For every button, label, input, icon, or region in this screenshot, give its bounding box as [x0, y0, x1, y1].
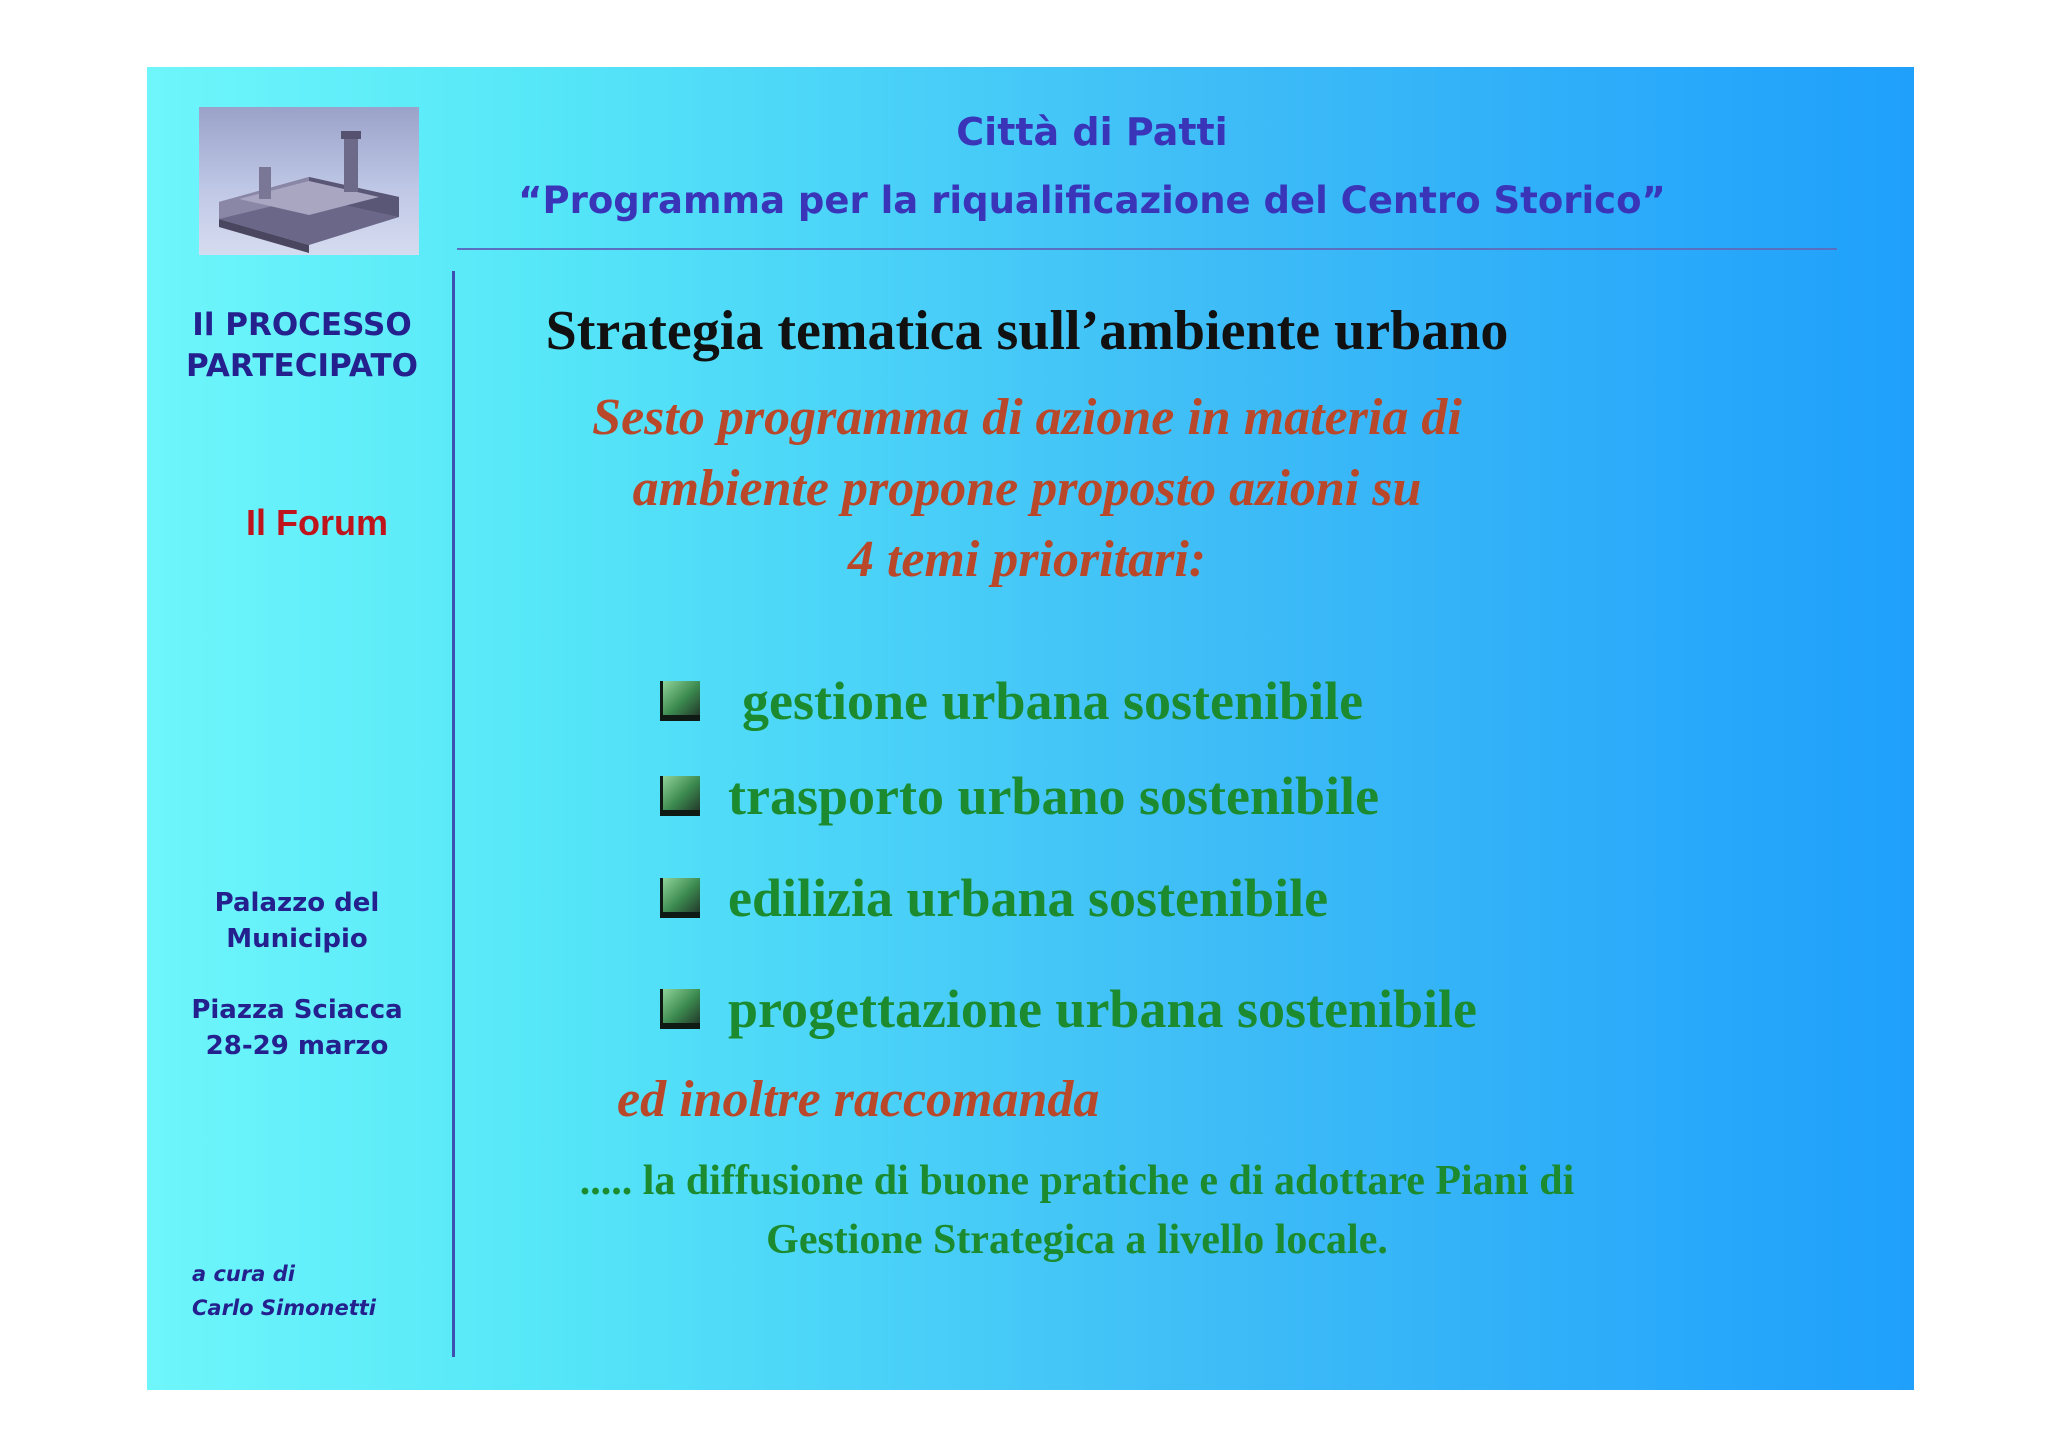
list-item-text: edilizia urbana sostenibile: [728, 868, 1329, 928]
venue-line: Piazza Sciacca: [191, 995, 403, 1025]
header-divider: [457, 248, 1837, 250]
sidebar-credit: [192, 1257, 452, 1325]
closing-text: [477, 1152, 1677, 1270]
castle-icon: [199, 107, 419, 255]
square-bullet-icon: [660, 878, 700, 918]
list-item: [660, 868, 1328, 928]
list-item: [660, 671, 1363, 731]
sidebar-title-line: Il PROCESSO: [192, 307, 412, 343]
slide-heading: Strategia tematica sull’ambiente urbano: [545, 300, 1509, 362]
list-item-text: trasporto urbano sostenibile: [728, 766, 1380, 826]
list-item: [660, 766, 1379, 826]
venue-line: Palazzo del: [214, 888, 380, 918]
date-line: 28-29 marzo: [205, 1031, 389, 1061]
credit-author: Carlo Simonetti: [192, 1296, 376, 1320]
intro-line: ambiente propone proposto azioni su: [632, 460, 1422, 517]
program-title: “Programma per la riqualificazione del Centro Storico”: [518, 179, 1666, 222]
sidebar-forum-label: Il Forum: [246, 502, 388, 543]
city-title: Città di Patti: [956, 110, 1228, 154]
intro-line: 4 temi prioritari:: [847, 531, 1207, 588]
recommendation-heading: ed inoltre raccomanda: [617, 1071, 1100, 1128]
sidebar-date: [147, 992, 447, 1064]
intro-text: [477, 382, 1577, 595]
square-bullet-icon: [660, 989, 700, 1029]
square-bullet-icon: [660, 776, 700, 816]
list-item-text: progettazione urbana sostenibile: [728, 979, 1478, 1039]
sidebar-section-title: [147, 305, 457, 387]
list-item-text: gestione urbana sostenibile: [742, 671, 1364, 731]
sidebar-divider: [452, 271, 455, 1357]
venue-line: Municipio: [226, 924, 368, 954]
slide: [147, 67, 1914, 1390]
closing-line: Gestione Strategica a livello locale.: [766, 1217, 1388, 1263]
sidebar-title-line: PARTECIPATO: [186, 348, 418, 384]
sidebar-venue: [147, 885, 447, 957]
castle-logo: [199, 107, 419, 255]
closing-line: ..... la diffusione di buone pratiche e di adottare Piani di: [579, 1158, 1575, 1204]
list-item: [660, 979, 1477, 1039]
credit-line: a cura di: [192, 1262, 295, 1286]
intro-line: Sesto programma di azione in materia di: [592, 389, 1462, 446]
square-bullet-icon: [660, 681, 700, 721]
